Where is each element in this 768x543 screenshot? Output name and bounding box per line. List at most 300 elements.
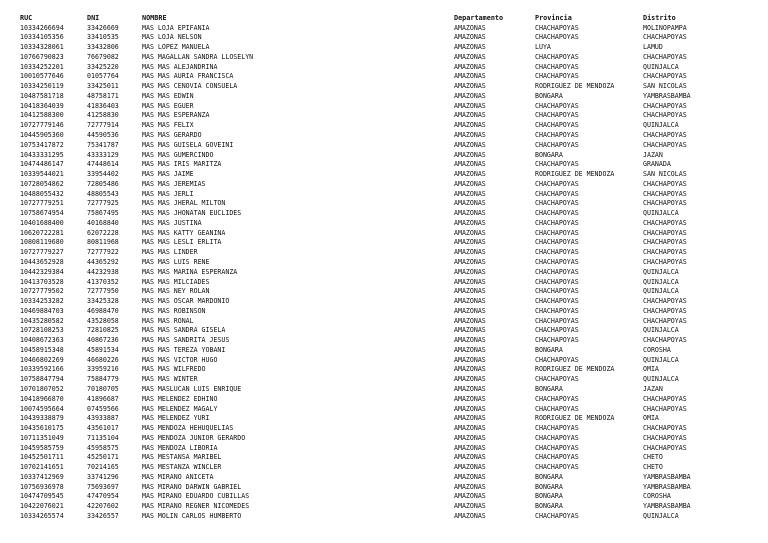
cell-provincia: CHACHAPOYAS [535,355,579,364]
table-row [0,473,768,482]
cell-nombre: MAS MAS ESPERANZA [142,111,210,120]
cell-dni: 44590536 [87,130,119,139]
cell-provincia: CHACHAPOYAS [535,394,579,403]
table-row [0,463,768,472]
cell-dni: 75884779 [87,375,119,384]
cell-provincia: CHACHAPOYAS [535,199,579,208]
cell-distrito: CHETO [643,463,663,472]
cell-nombre: MAS MESTANSA MARIBEL [142,453,222,462]
cell-ruc: 10412588300 [20,111,64,120]
cell-ruc: 10334105356 [20,33,64,42]
cell-nombre: MAS MAS JERLI [142,189,194,198]
cell-dni: 33954402 [87,170,119,179]
table-row [0,121,768,130]
cell-distrito: CHETO [643,453,663,462]
cell-departamento: AMAZONAS [454,189,486,198]
cell-provincia: CHACHAPOYAS [535,179,579,188]
cell-distrito: CHACHAPOYAS [643,218,687,227]
cell-nombre: MAS MIRANO REGNER NICOMEDES [142,502,250,511]
table-row [0,385,768,394]
cell-distrito: QUINJALCA [643,326,679,335]
cell-dni: 44232938 [87,267,119,276]
cell-provincia: CHACHAPOYAS [535,463,579,472]
cell-ruc: 10334253282 [20,297,64,306]
cell-ruc: 10458915348 [20,345,64,354]
cell-dni: 42207602 [87,502,119,511]
cell-departamento: AMAZONAS [454,384,486,393]
cell-dni: 41836403 [87,101,119,110]
cell-nombre: MAS MENDOZA JUNIOR GERARDO [142,433,246,442]
cell-ruc: 10808119680 [20,238,64,247]
cell-dni: 45250171 [87,453,119,462]
cell-distrito: QUINJALCA [643,121,679,130]
cell-distrito: CHACHAPOYAS [643,404,687,413]
cell-ruc: 10443652928 [20,257,64,266]
cell-provincia: CHACHAPOYAS [535,238,579,247]
table-row [0,43,768,52]
cell-distrito: CHACHAPOYAS [643,257,687,266]
cell-distrito: CHACHAPOYAS [643,72,687,81]
cell-ruc: 10452501711 [20,453,64,462]
cell-departamento: AMAZONAS [454,257,486,266]
cell-provincia: CHACHAPOYAS [535,121,579,130]
cell-departamento: AMAZONAS [454,404,486,413]
cell-departamento: AMAZONAS [454,453,486,462]
cell-dni: 33426669 [87,23,119,32]
table-row [0,317,768,326]
cell-dni: 72777950 [87,287,119,296]
cell-ruc: 10488055432 [20,189,64,198]
table-row [0,199,768,208]
cell-nombre: MAS MENDOZA HEHUQUELIAS [142,424,234,433]
cell-distrito: JAZAN [643,384,663,393]
cell-distrito: YAMBRASBAMBA [643,91,691,100]
cell-nombre: MAS MAS WILFREDO [142,365,206,374]
cell-ruc: 10727779251 [20,199,64,208]
cell-nombre: MAS MIRANO EDUARDO CUBILLAS [142,492,250,501]
cell-nombre: MAS LOJA NELSON [142,33,202,42]
cell-ruc: 10728054862 [20,179,64,188]
cell-departamento: AMAZONAS [454,414,486,423]
table-row [0,346,768,355]
cell-distrito: CHACHAPOYAS [643,394,687,403]
cell-provincia: CHACHAPOYAS [535,443,579,452]
cell-dni: 48758171 [87,91,119,100]
cell-nombre: MAS MAS MARINA ESPERANZA [142,267,238,276]
cell-ruc: 10459585759 [20,443,64,452]
cell-provincia: CHACHAPOYAS [535,111,579,120]
cell-dni: 41370352 [87,277,119,286]
cell-departamento: AMAZONAS [454,218,486,227]
cell-nombre: MAS MESTANZA WINCLER [142,463,222,472]
cell-nombre: MAS MAS CENOVIA CONSUELA [142,82,238,91]
table-row [0,336,768,345]
cell-departamento: AMAZONAS [454,502,486,511]
table-row [0,414,768,423]
table-row [0,434,768,443]
cell-ruc: 10727779146 [20,121,64,130]
cell-distrito: OMIA [643,414,659,423]
cell-provincia: CHACHAPOYAS [535,33,579,42]
cell-nombre: MAS MAS SANDRA GISELA [142,326,226,335]
cell-dni: 75867495 [87,209,119,218]
cell-provincia: CHACHAPOYAS [535,160,579,169]
cell-departamento: AMAZONAS [454,345,486,354]
cell-nombre: MAS MAS JHERAL MILTON [142,199,226,208]
cell-dni: 72777925 [87,199,119,208]
cell-ruc: 10334328061 [20,43,64,52]
cell-departamento: AMAZONAS [454,62,486,71]
cell-departamento: AMAZONAS [454,365,486,374]
cell-nombre: MAS MENDOZA LIBORIA [142,443,218,452]
cell-ruc: 10435610175 [20,424,64,433]
table-row [0,111,768,120]
cell-dni: 41258830 [87,111,119,120]
table-row [0,141,768,150]
table-row [0,444,768,453]
cell-nombre: MAS MAS WINTER [142,375,198,384]
table-row [0,248,768,257]
cell-distrito: COROSHA [643,345,671,354]
cell-provincia: BONGARA [535,150,563,159]
cell-ruc: 10620722281 [20,228,64,237]
table-row [0,151,768,160]
cell-dni: 72777922 [87,248,119,257]
cell-nombre: MAS MASLUCAN LUIS ENRIQUE [142,384,242,393]
cell-nombre: MAS MAS GUISELA GOVEINI [142,140,234,149]
cell-nombre: MAS MAS SANDRITA JESUS [142,336,230,345]
cell-ruc: 10758674954 [20,209,64,218]
cell-nombre: MAS MAS ALEJANDRINA [142,62,218,71]
cell-distrito: CHACHAPOYAS [643,306,687,315]
cell-provincia: RODRIGUEZ DE MENDOZA [535,82,615,91]
cell-departamento: AMAZONAS [454,23,486,32]
cell-distrito: CHACHAPOYAS [643,433,687,442]
cell-dni: 76679082 [87,52,119,61]
cell-ruc: 10339544021 [20,170,64,179]
cell-dni: 40168840 [87,218,119,227]
cell-departamento: AMAZONAS [454,52,486,61]
cell-provincia: CHACHAPOYAS [535,277,579,286]
cell-nombre: MAS MELENDEZ EDHINO [142,394,218,403]
table-row [0,512,768,521]
cell-ruc: 10334252201 [20,62,64,71]
cell-dni: 07459566 [87,404,119,413]
cell-departamento: AMAZONAS [454,72,486,81]
cell-departamento: AMAZONAS [454,209,486,218]
cell-departamento: AMAZONAS [454,43,486,52]
cell-nombre: MAS MAS RONAL [142,316,194,325]
cell-provincia: CHACHAPOYAS [535,267,579,276]
cell-distrito: YAMBRASBAMBA [643,472,691,481]
cell-distrito: CHACHAPOYAS [643,424,687,433]
cell-dni: 71135104 [87,433,119,442]
cell-dni: 47448614 [87,160,119,169]
cell-provincia: CHACHAPOYAS [535,140,579,149]
cell-provincia: BONGARA [535,345,563,354]
table-row [0,238,768,247]
cell-distrito: YAMBRASBAMBA [643,502,691,511]
cell-distrito: COROSHA [643,492,671,501]
cell-nombre: MAS MAS FELIX [142,121,194,130]
cell-distrito: CHACHAPOYAS [643,199,687,208]
table-row [0,278,768,287]
table-row [0,287,768,296]
cell-dni: 72777914 [87,121,119,130]
cell-distrito: CHACHAPOYAS [643,316,687,325]
cell-nombre: MAS MAGALLAN SANDRA LLOSELYN [142,52,254,61]
cell-dni: 33959216 [87,365,119,374]
cell-departamento: AMAZONAS [454,130,486,139]
table-row [0,229,768,238]
header-provincia: Provincia [535,14,572,22]
cell-ruc: 10334265574 [20,512,64,520]
cell-distrito: CHACHAPOYAS [643,101,687,110]
cell-provincia: CHACHAPOYAS [535,130,579,139]
cell-ruc: 10466802269 [20,355,64,364]
cell-distrito: SAN NICOLAS [643,170,687,179]
cell-ruc: 10474486147 [20,160,64,169]
cell-nombre: MAS MAS ROBINSON [142,306,206,315]
cell-distrito: CHACHAPOYAS [643,179,687,188]
cell-dni: 45958575 [87,443,119,452]
cell-provincia: CHACHAPOYAS [535,287,579,296]
cell-dni: 47470954 [87,492,119,501]
cell-dni: 43528058 [87,316,119,325]
cell-ruc: 10474709545 [20,492,64,501]
cell-departamento: AMAZONAS [454,482,486,491]
cell-departamento: AMAZONAS [454,433,486,442]
cell-nombre: MAS MAS LESLI ERLITA [142,238,222,247]
cell-provincia: CHACHAPOYAS [535,336,579,345]
table-row [0,375,768,384]
cell-nombre: MAS MAS MILCIADES [142,277,210,286]
cell-nombre: MAS MAS JHONATAN EUCLIDES [142,209,242,218]
cell-distrito: QUINJALCA [643,267,679,276]
cell-departamento: AMAZONAS [454,267,486,276]
cell-departamento: AMAZONAS [454,463,486,472]
cell-nombre: MAS MAS AURIA FRANCISCA [142,72,234,81]
cell-departamento: AMAZONAS [454,228,486,237]
cell-nombre: MAS MAS JUSTINA [142,218,202,227]
header-ruc: RUC [20,14,33,22]
header-nombre: NOMBRE [142,14,167,22]
cell-nombre: MAS MIRANO DARWIN GABRIEL [142,482,242,491]
cell-nombre: MAS MAS KATTY GEANINA [142,228,226,237]
table-row [0,24,768,33]
cell-ruc: 10408672363 [20,336,64,345]
cell-nombre: MAS MAS NEY ROLAN [142,287,210,296]
table-row [0,72,768,81]
cell-departamento: AMAZONAS [454,306,486,315]
cell-nombre: MAS LOPEZ MANUELA [142,43,210,52]
cell-dni: 80811968 [87,238,119,247]
cell-departamento: AMAZONAS [454,82,486,91]
cell-dni: 33425011 [87,82,119,91]
cell-dni: 45891534 [87,345,119,354]
cell-dni: 41896687 [87,394,119,403]
cell-departamento: AMAZONAS [454,277,486,286]
cell-distrito: CHACHAPOYAS [643,443,687,452]
cell-dni: 33425220 [87,62,119,71]
cell-departamento: AMAZONAS [454,111,486,120]
cell-provincia: CHACHAPOYAS [535,189,579,198]
cell-dni: 48805543 [87,189,119,198]
cell-departamento: AMAZONAS [454,394,486,403]
cell-provincia: RODRIGUEZ DE MENDOZA [535,414,615,423]
cell-distrito: CHACHAPOYAS [643,33,687,42]
cell-distrito: JAZAN [643,150,663,159]
cell-departamento: AMAZONAS [454,91,486,100]
cell-ruc: 10727779502 [20,287,64,296]
table-row [0,502,768,511]
cell-dni: 70180705 [87,384,119,393]
cell-distrito: QUINJALCA [643,209,679,218]
cell-distrito: CHACHAPOYAS [643,248,687,257]
cell-dni: 43333129 [87,150,119,159]
cell-distrito: QUINJALCA [643,277,679,286]
cell-distrito: CHACHAPOYAS [643,189,687,198]
cell-distrito: GRANADA [643,160,671,169]
cell-dni: 70214165 [87,463,119,472]
table-row [0,180,768,189]
cell-provincia: CHACHAPOYAS [535,52,579,61]
cell-ruc: 10487581718 [20,91,64,100]
cell-dni: 43561017 [87,424,119,433]
cell-provincia: CHACHAPOYAS [535,228,579,237]
cell-departamento: AMAZONAS [454,140,486,149]
header-dni: DNI [87,14,100,22]
table-row [0,424,768,433]
cell-departamento: AMAZONAS [454,492,486,501]
cell-dni: 33432806 [87,43,119,52]
cell-provincia: CHACHAPOYAS [535,404,579,413]
cell-departamento: AMAZONAS [454,424,486,433]
cell-provincia: CHACHAPOYAS [535,512,579,520]
cell-ruc: 10445905360 [20,130,64,139]
cell-ruc: 10756936978 [20,482,64,491]
cell-provincia: CHACHAPOYAS [535,72,579,81]
cell-dni: 75341787 [87,140,119,149]
table-row [0,483,768,492]
cell-nombre: MAS MELENDEZ YURI [142,414,210,423]
table-row [0,92,768,101]
cell-ruc: 10727779227 [20,248,64,257]
cell-provincia: BONGARA [535,91,563,100]
cell-provincia: CHACHAPOYAS [535,209,579,218]
cell-ruc: 10074595664 [20,404,64,413]
cell-nombre: MAS LOJA EPIFANIA [142,23,210,32]
cell-ruc: 10702141651 [20,463,64,472]
cell-ruc: 10010577646 [20,72,64,81]
cell-dni: 46988470 [87,306,119,315]
cell-departamento: AMAZONAS [454,170,486,179]
cell-dni: 40867236 [87,336,119,345]
cell-departamento: AMAZONAS [454,179,486,188]
cell-provincia: RODRIGUEZ DE MENDOZA [535,365,615,374]
cell-nombre: MAS MAS EDWIN [142,91,194,100]
cell-provincia: CHACHAPOYAS [535,257,579,266]
cell-ruc: 10422076021 [20,502,64,511]
cell-provincia: BONGARA [535,384,563,393]
cell-ruc: 10433331295 [20,150,64,159]
cell-ruc: 10418966870 [20,394,64,403]
cell-distrito: YAMBRASBAMBA [643,482,691,491]
cell-dni: 01057764 [87,72,119,81]
cell-provincia: CHACHAPOYAS [535,453,579,462]
cell-distrito: QUINJALCA [643,375,679,384]
cell-dni: 62072228 [87,228,119,237]
header-distrito: Distrito [643,14,676,22]
table-row [0,405,768,414]
cell-distrito: OMIA [643,365,659,374]
cell-dni: 33426557 [87,512,119,520]
cell-ruc: 10766790823 [20,52,64,61]
cell-nombre: MAS MAS GUMERCINDO [142,150,214,159]
cell-provincia: BONGARA [535,502,563,511]
cell-provincia: CHACHAPOYAS [535,375,579,384]
cell-ruc: 10442329384 [20,267,64,276]
cell-ruc: 10334250119 [20,82,64,91]
cell-distrito: LAMUD [643,43,663,52]
cell-distrito: QUINJALCA [643,355,679,364]
cell-dni: 44365292 [87,257,119,266]
table-header [0,14,768,23]
cell-distrito: CHACHAPOYAS [643,130,687,139]
cell-dni: 75693697 [87,482,119,491]
cell-provincia: CHACHAPOYAS [535,326,579,335]
cell-distrito: CHACHAPOYAS [643,111,687,120]
cell-nombre: MAS MAS JAIME [142,170,194,179]
table-row [0,453,768,462]
table-row [0,258,768,267]
cell-departamento: AMAZONAS [454,336,486,345]
cell-distrito: QUINJALCA [643,287,679,296]
cell-dni: 33410535 [87,33,119,42]
cell-ruc: 10339592166 [20,365,64,374]
cell-departamento: AMAZONAS [454,150,486,159]
table-row [0,268,768,277]
cell-provincia: CHACHAPOYAS [535,433,579,442]
cell-departamento: AMAZONAS [454,297,486,306]
table-row [0,33,768,42]
table-row [0,365,768,374]
cell-departamento: AMAZONAS [454,355,486,364]
table-row [0,395,768,404]
cell-ruc: 10401688400 [20,218,64,227]
cell-ruc: 10753417872 [20,140,64,149]
cell-nombre: MAS MAS IRIS MARITZA [142,160,222,169]
cell-departamento: AMAZONAS [454,472,486,481]
cell-dni: 72810825 [87,326,119,335]
cell-nombre: MAS MAS LUIS RENE [142,257,210,266]
cell-ruc: 10439338879 [20,414,64,423]
cell-distrito: CHACHAPOYAS [643,140,687,149]
cell-distrito: CHACHAPOYAS [643,336,687,345]
cell-departamento: AMAZONAS [454,287,486,296]
cell-ruc: 10435280582 [20,316,64,325]
cell-nombre: MAS MIRANO ANICETA [142,472,214,481]
table-row [0,297,768,306]
cell-dni: 43933887 [87,414,119,423]
cell-nombre: MAS MELENDEZ MAGALY [142,404,218,413]
cell-departamento: AMAZONAS [454,512,486,520]
cell-ruc: 10728108253 [20,326,64,335]
cell-dni: 72805486 [87,179,119,188]
cell-dni: 33741296 [87,472,119,481]
cell-ruc: 10758847794 [20,375,64,384]
cell-provincia: CHACHAPOYAS [535,297,579,306]
